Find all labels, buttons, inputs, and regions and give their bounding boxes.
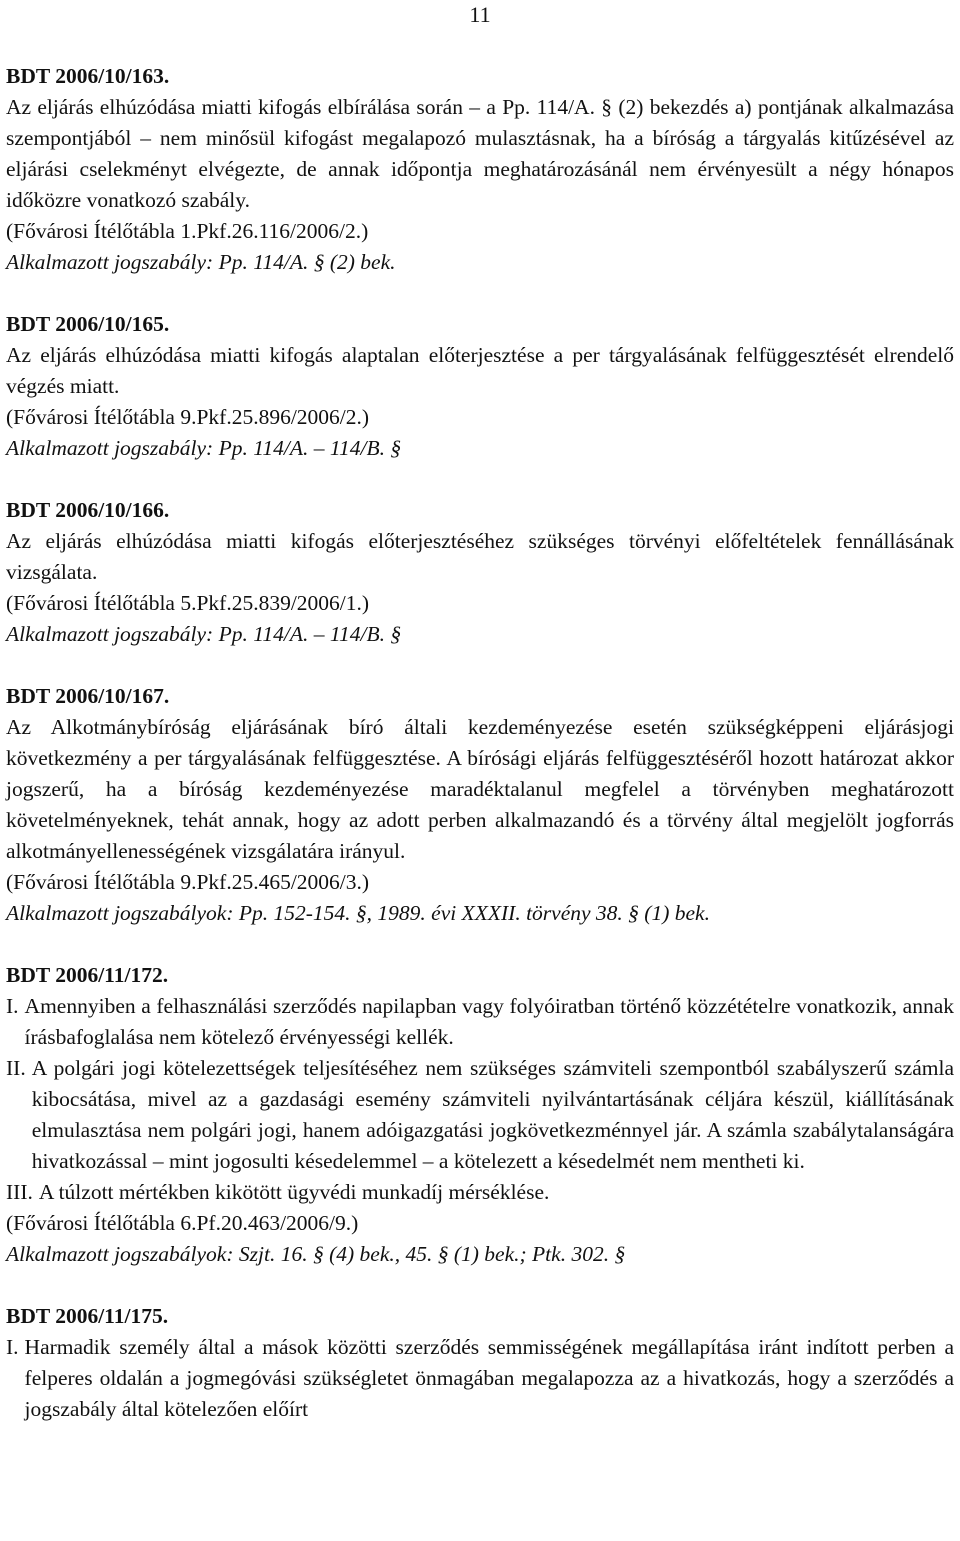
entry-heading: BDT 2006/11/175.: [6, 1304, 169, 1328]
entry-summary: Az eljárás elhúzódása miatti kifogás előterjesztéséhez szükséges törvényi előfeltételek fennállásának vizsgálata.: [6, 529, 954, 584]
point-label: I.: [6, 994, 19, 1018]
court-reference: (Fővárosi Ítélőtábla 1.Pkf.26.116/2006/2.): [6, 219, 369, 243]
entry-summary: Az eljárás elhúzódása miatti kifogás elbírálása során – a Pp. 114/A. § (2) bekezdés a) pontjának alkalmazása szempontjából – nem minősül kifogást megalapozó mulasztásnak, ha a bíróság a tárgyalás kitűzésével az eljárási cselekményt elvégezte, de annak időpontja meghatározásánál nem érvényesült a négy hónapos időközre vonatkozó szabály.: [6, 95, 954, 212]
entry-heading: BDT 2006/10/167.: [6, 684, 170, 708]
entry-163: [6, 61, 954, 278]
point-label: II.: [6, 1056, 26, 1080]
numbered-point: [6, 1177, 954, 1208]
entry-166: [6, 495, 954, 650]
entry-heading: BDT 2006/10/163.: [6, 64, 170, 88]
entry-167: [6, 681, 954, 929]
point-label: III.: [6, 1180, 33, 1204]
point-label: I.: [6, 1335, 19, 1359]
court-reference: (Fővárosi Ítélőtábla 5.Pkf.25.839/2006/1.): [6, 591, 370, 615]
numbered-point: [6, 1332, 954, 1425]
entry-summary: Az Alkotmánybíróság eljárásának bíró általi kezdeményezése esetén szükségképpeni eljárásjogi következmény a per tárgyalásának felfüggesztése. A bírósági eljárás felfüggesztéséről hozott határozat akkor jogszerű, ha a bíróság kezdeményezése maradéktalanul megfelel a törvényben meghatározott követelményeknek, tehát annak, hogy az adott perben alkalmazandó és a törvény által megjelölt jogforrás alkotmányellenességének vizsgálatára irányul.: [6, 715, 954, 863]
entry-heading: BDT 2006/11/172.: [6, 963, 169, 987]
page-number: 11: [469, 2, 491, 27]
numbered-point: [6, 1053, 954, 1177]
court-reference: (Fővárosi Ítélőtábla 9.Pkf.25.896/2006/2.): [6, 405, 370, 429]
applied-law: Alkalmazott jogszabályok: Pp. 152-154. §, 1989. évi XXXII. törvény 38. § (1) bek.: [6, 901, 710, 925]
entry-165: [6, 309, 954, 464]
entry-heading: BDT 2006/10/165.: [6, 312, 170, 336]
document-body: [6, 61, 954, 1456]
applied-law: Alkalmazott jogszabály: Pp. 114/A. § (2) bek.: [6, 250, 396, 274]
entry-summary: Az eljárás elhúzódása miatti kifogás alaptalan előterjesztése a per tárgyalásának felfüggesztését elrendelő végzés miatt.: [6, 343, 954, 398]
point-text: A túlzott mértékben kikötött ügyvédi munkadíj mérséklése.: [38, 1180, 550, 1204]
point-text: Amennyiben a felhasználási szerződés napilapban vagy folyóiratban történő közzétételre vonatkozik, annak írásbafoglalása nem kötelező érvényességi kellék.: [24, 994, 954, 1049]
applied-law: Alkalmazott jogszabály: Pp. 114/A. – 114/B. §: [6, 436, 402, 460]
entry-175: [6, 1301, 954, 1425]
entry-172: [6, 960, 954, 1270]
applied-law: Alkalmazott jogszabály: Pp. 114/A. – 114/B. §: [6, 622, 402, 646]
entry-heading: BDT 2006/10/166.: [6, 498, 170, 522]
court-reference: (Fővárosi Ítélőtábla 9.Pkf.25.465/2006/3.): [6, 870, 370, 894]
numbered-point: [6, 991, 954, 1053]
court-reference: (Fővárosi Ítélőtábla 6.Pf.20.463/2006/9.): [6, 1211, 359, 1235]
point-text: Harmadik személy által a mások közötti szerződés semmisségének megállapítása iránt indított perben a felperes oldalán a jogmegóvási szükségletet önmagában megalapozza az a hivatkozás, hogy a szerződés a jogszabály által kötelezően előírt: [24, 1335, 954, 1421]
point-text: A polgári jogi kötelezettségek teljesítéséhez nem szükséges számviteli szempontból szabályszerű számla kibocsátása, mivel az a gazdasági esemény számviteli nyilvántartásának céljára készül, kiállításának elmulasztása nem polgári jogi, hanem adóigazgatási jogkövetkezménnyel jár. A számla szabálytalanságára hivatkozással – mint jogosulti késedelemmel – a kötelezett a késedelmét nem mentheti ki.: [31, 1056, 954, 1173]
applied-law: Alkalmazott jogszabályok: Szjt. 16. § (4) bek., 45. § (1) bek.; Ptk. 302. §: [6, 1242, 626, 1266]
